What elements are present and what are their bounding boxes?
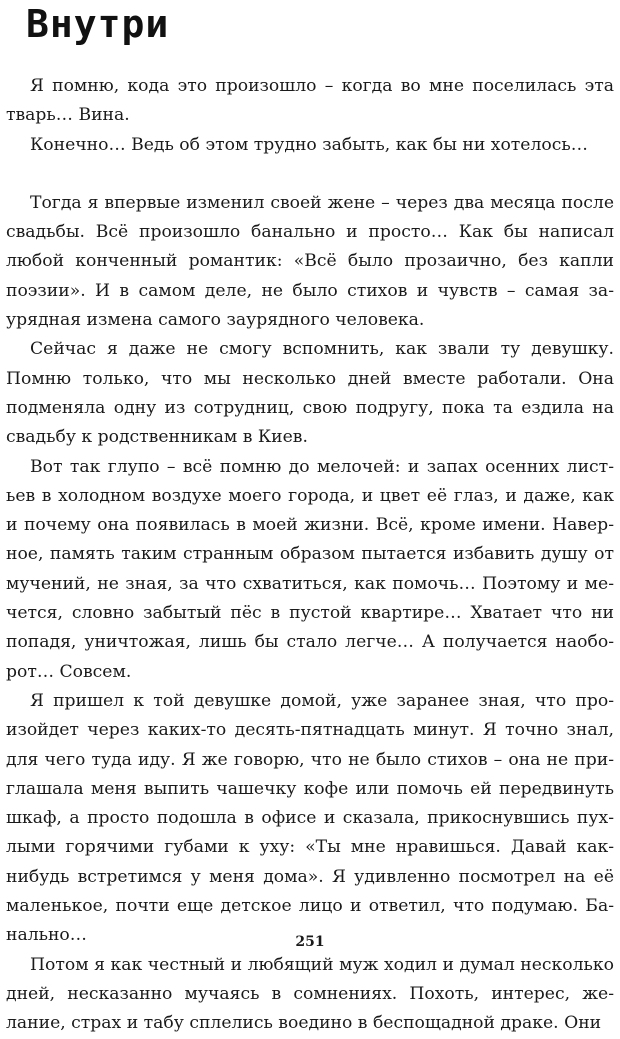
paragraph: Тогда я впервые изменил своей жене – через два месяца после свадьбы. Всё произошло банально и просто… Как бы написал любой конченный романтик: «Всё было прозаично, без капли поэзии». И в самом деле, не было стихов и чувств – самая заурядная измена самого заурядного человека. [6, 192, 614, 331]
paragraph: Вот так глупо – всё помню до мелочей: и запах осенних листьев в холодном воздухе моего города, и цвет её глаз, и даже, как и почему она появилась в моей жизни. Всё, кроме имени. Наверное, память таким странным образом пытается избавить душу от мучений, не зная, за что схватиться, как помочь… Поэтому и мечется, словно забытый пёс в пустой квартире… Хватает что ни попадя, уничтожая, лишь бы стало легче… А получается наоборот… Совсем. [6, 456, 614, 682]
paragraph: Я пришел к той девушке домой, уже заранее зная, что произойдет через каких-то десять-пятнадцать минут. Я точно знал, для чего туда иду. Я же говорю, что не было стихов – она не приглашала меня выпить чашечку кофе или помочь ей передвинуть шкаф, а просто подошла в офисе и сказала, прикоснувшись пухлыми горячими губами к уху: «Ты мне нравишься. Давай какнибудь встретимся у меня дома». Я удивленно посмотрел на её маленькое, почти еще детское лицо и ответил, что подумаю. Банально… [6, 690, 614, 946]
paragraph: Потом я как честный и любящий муж ходил и думал несколько дней, несказанно мучаясь в сомнениях. Похоть, интерес, желание, страх и табу сплелись воедино в беспощадной драке. Они [6, 954, 614, 1034]
body-text [0, 72, 620, 1039]
paragraph: Сейчас я даже не смогу вспомнить, как звали ту девушку. Помню только, что мы несколько дней вместе работали. Она подменяла одну из сотрудниц, свою подругу, пока та ездила на свадьбу к родственникам в Киев. [6, 339, 614, 448]
paragraph: Я помню, кода это произошло – когда во мне поселилась эта тварь… Вина. [6, 76, 614, 126]
paragraph: Конечно… Ведь об этом трудно забыть, как бы ни хотелось… [30, 134, 588, 155]
page-number: 251 [295, 934, 325, 950]
chapter-title: Внутри [26, 2, 170, 46]
